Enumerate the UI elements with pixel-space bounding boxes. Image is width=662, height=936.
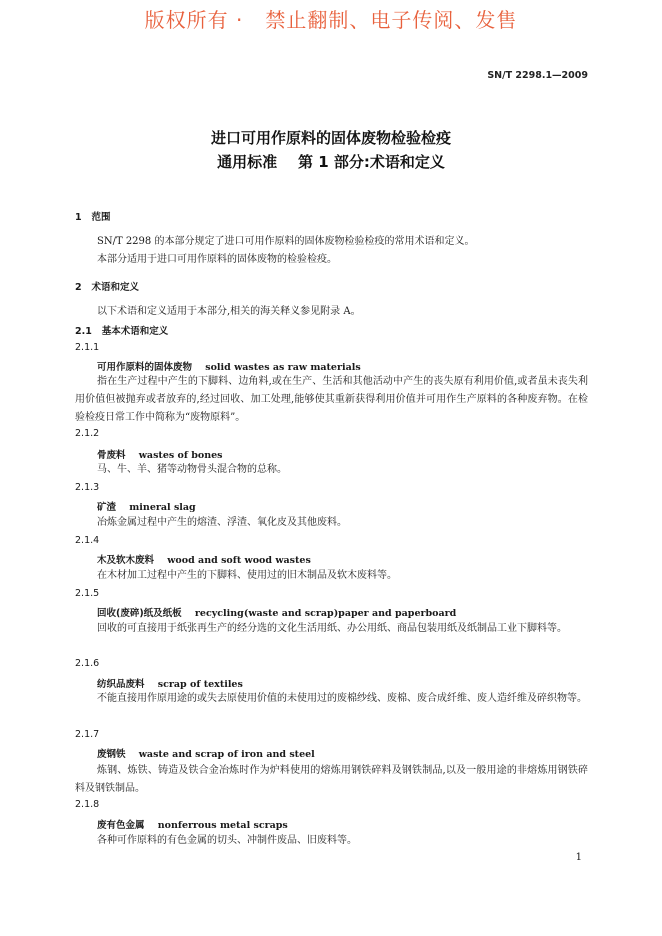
- term-name-en: wastes of bones: [138, 450, 223, 461]
- document-title-line1: 进口可用作原料的固体废物检验检疫: [210, 129, 451, 147]
- term-name-zh: 可用作原料的固体废物: [97, 362, 193, 373]
- page-number: 1: [575, 852, 582, 863]
- term-number: 2.1.5: [75, 588, 100, 599]
- term-name-zh: 纺织品废料: [97, 679, 145, 690]
- term-name-en: mineral slag: [129, 502, 196, 513]
- term-definition: 各种可作原料的有色金属的切头、冲制件废品、旧废料等。: [97, 835, 357, 846]
- term-name-en: nonferrous metal scraps: [157, 820, 288, 831]
- document-title-line2: 通用标准 第 1 部分:术语和定义: [217, 153, 445, 171]
- term-name: [97, 552, 311, 566]
- term-name-en: solid wastes as raw materials: [205, 362, 361, 373]
- term-name-en: waste and scrap of iron and steel: [138, 749, 315, 760]
- section-1-paragraph-2: 本部分适用于进口可用作原料的固体废物的检验检疫。: [97, 254, 337, 265]
- term-definition: 马、牛、羊、猪等动物骨头混合物的总称。: [97, 464, 287, 475]
- term-name: [97, 817, 288, 831]
- term-definition: 不能直接用作原用途的或失去原使用价值的未使用过的废棉纱线、废棉、废合成纤维、废人造纤维及碎织物等。: [97, 693, 587, 704]
- term-number: 2.1.8: [75, 799, 100, 810]
- section-2-paragraph-1: 以下术语和定义适用于本部分,相关的海关释义参见附录 A。: [97, 306, 361, 317]
- term-name-en: scrap of textiles: [157, 679, 243, 690]
- term-name-zh: 废钢铁: [97, 749, 126, 760]
- term-name: [97, 605, 456, 619]
- term-name-zh: 骨废料: [97, 450, 126, 461]
- term-definition: 冶炼金属过程中产生的熔渣、浮渣、氧化皮及其他废料。: [97, 517, 347, 528]
- term-number: 2.1.4: [75, 535, 100, 546]
- term-definition: 在木材加工过程中产生的下脚料、使用过的旧木制品及软木废料等。: [97, 570, 397, 581]
- term-number: 2.1.1: [75, 342, 100, 353]
- term-name-zh: 木及软木废料: [97, 555, 155, 566]
- term-number: 2.1.7: [75, 729, 100, 740]
- term-name: [97, 746, 315, 760]
- term-name: [97, 447, 223, 461]
- term-name: [97, 676, 243, 690]
- term-name-en: wood and soft wood wastes: [167, 555, 311, 566]
- section-2-heading: 2 术语和定义: [75, 282, 140, 293]
- term-definition: 炼钢、炼铁、铸造及铁合金冶炼时作为炉料使用的熔炼用钢铁碎料及钢铁制品,以及一般用途的非熔炼用钢铁碎料及钢铁制品。: [75, 765, 588, 794]
- section-1-heading: 1 范围: [75, 212, 111, 223]
- term-name-zh: 废有色金属: [97, 820, 145, 831]
- term-name: [97, 499, 196, 513]
- watermark: 版权所有 · 禁止翻制、电子传阅、发售: [144, 8, 518, 32]
- term-definition: 指在生产过程中产生的下脚料、边角料,或在生产、生活和其他活动中产生的丧失原有利用价值,或者虽未丧失利用价值但被抛弃或者放弃的,经过回收、加工处理,能够使其重新获得利用价值并可用作生产原料的各种废弃物。在检验检疫日常工作中简称为“废物原料”。: [75, 376, 588, 423]
- section-1-paragraph-1: SN/T 2298 的本部分规定了进口可用作原料的固体废物检验检疫的常用术语和定义。: [97, 236, 475, 247]
- term-name: [97, 359, 361, 373]
- section-2-1-heading: 2.1 基本术语和定义: [75, 326, 169, 337]
- term-number: 2.1.2: [75, 428, 100, 439]
- term-number: 2.1.3: [75, 482, 100, 493]
- standard-code: SN/T 2298.1—2009: [487, 70, 588, 81]
- term-name-zh: 回收(废碎)纸及纸板: [97, 608, 182, 619]
- term-name-zh: 矿渣: [97, 502, 117, 513]
- term-number: 2.1.6: [75, 658, 100, 669]
- term-name-en: recycling(waste and scrap)paper and paperboard: [194, 608, 457, 619]
- term-definition: 回收的可直接用于纸张再生产的经分选的文化生活用纸、办公用纸、商品包装用纸及纸制品工业下脚料等。: [97, 623, 567, 634]
